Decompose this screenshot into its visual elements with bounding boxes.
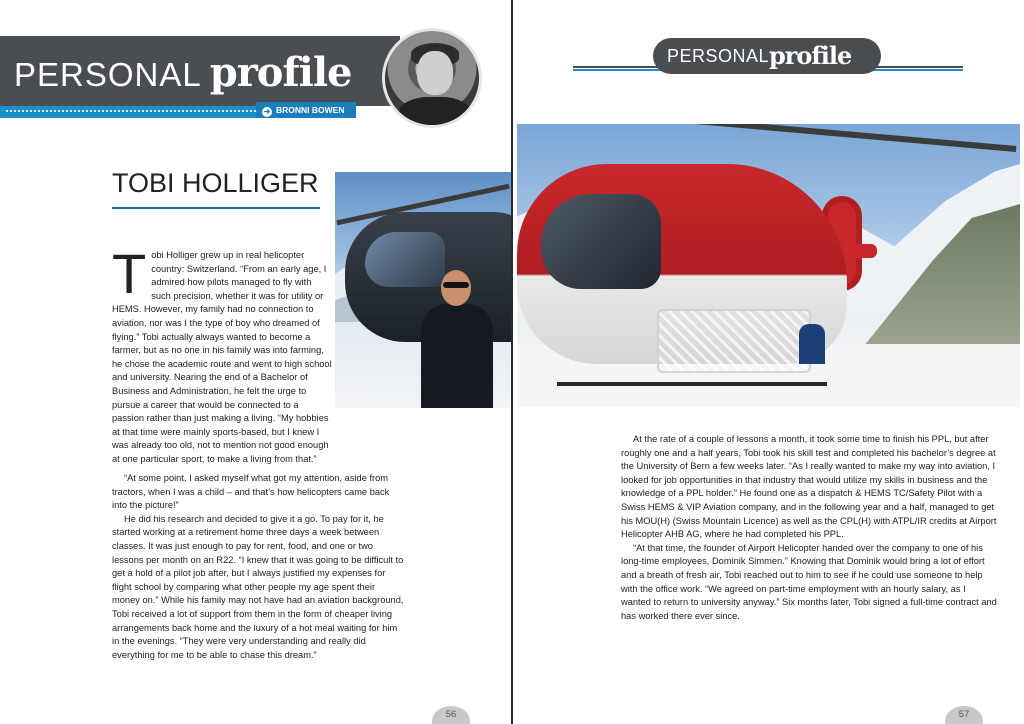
portrait-face bbox=[417, 51, 453, 95]
left-page bbox=[0, 0, 511, 724]
page-number-right: 57 bbox=[945, 706, 983, 724]
body-paragraph: “At that time, the founder of Airport Helicopter handed over the company to one of his long-time employees, Dominik Simmen.” Knowing that Dominik would bring a lot of effort and a breath of fresh air, Tobi reached out to him to see if he could use someone to help with the office work. “We agreed on part-time employment with an hourly salary, as I wanted to return to university anyway.” Six months later, Tobi signed a full-time contract and has worked there ever since. bbox=[621, 542, 997, 621]
pilot-head bbox=[441, 270, 471, 306]
running-header bbox=[653, 38, 881, 74]
first-paragraph bbox=[112, 242, 332, 467]
photo-main-rotor bbox=[558, 124, 1017, 152]
first-paragraph-text: obi Holliger grew up in real helicopter country: Switzerland. “From an early age, I admired how pilots managed to fly with such precision, whether it was for utility or HEMS. However, my family had no connection to aviation, nor was I the type of boy who dreamed of flying.” Tobi actually always wanted to become a farmer, but as no one in his family was into farming, he chose the academic route and went to high school and university. Nearing the end of a Bachelor of Business and Administration, he felt the urge to pursue a career that would be connected to a passion rather than just making a living. “My hobbies at that time were mainly sports-based, but I knew I was already too old, not to mention not good enough at one particular sport, to make a living from that.” bbox=[112, 250, 332, 464]
helicopter-snow-photo bbox=[517, 124, 1020, 407]
photo-pilot-crouching bbox=[799, 324, 825, 364]
drop-cap: T bbox=[112, 242, 147, 305]
header-rule-right-blue bbox=[873, 69, 963, 71]
pilot-sunglasses bbox=[443, 282, 469, 288]
article-body-column-b bbox=[112, 472, 404, 662]
portrait-body bbox=[399, 97, 471, 128]
running-header-bold: profile bbox=[769, 41, 852, 70]
article-headline: TOBI HOLLIGER bbox=[112, 168, 319, 198]
article-body-right bbox=[621, 433, 997, 623]
dotted-rule bbox=[6, 110, 256, 112]
body-paragraph: “At some point, I asked myself what got my attention, aside from tractors, when I was a child – and that’s how helicopters came back into the picture!” bbox=[112, 473, 390, 511]
header-rule-right bbox=[873, 66, 963, 68]
right-page bbox=[513, 0, 1024, 724]
author-name: BRONNI BOWEN bbox=[276, 105, 345, 115]
article-body-column-a bbox=[112, 242, 332, 467]
photo-skid bbox=[557, 382, 827, 386]
author-byline bbox=[256, 102, 356, 118]
pilot-helicopter-photo bbox=[335, 172, 511, 408]
header-rule-left bbox=[573, 66, 663, 68]
section-title-bold: profile bbox=[209, 49, 352, 96]
arrow-right-icon: ➜ bbox=[263, 107, 271, 116]
photo-cargo-basket bbox=[657, 309, 811, 373]
author-portrait bbox=[382, 28, 482, 128]
body-paragraph: He did his research and decided to give it a go. To pay for it, he started working at a retirement home three days a week between classes. It was just enough to pay for rent, food, and one or two lessons per month on an R22. “I knew that it was going to be difficult to get a hold of a pilot job after, but I always justified my expenses for flight school by comparing what other people my age spent their money on.” While his family may not have had an aviation background, Tobi received a lot of support from them in the form of cheaper living arrangements back home and the luxury of a hot meal waiting for him in the evenings. “They were very understanding and really did everything for me to be able to chase this dream.” bbox=[112, 513, 404, 660]
section-title-thin: PERSONAL bbox=[14, 56, 202, 93]
pilot-jacket bbox=[421, 304, 493, 408]
page-number-left: 56 bbox=[432, 706, 470, 724]
headline-underline bbox=[112, 207, 320, 209]
body-paragraph: At the rate of a couple of lessons a month, it took some time to finish his PPL, but after roughly one and a half years, Tobi took his skill test and completed his bachelor’s degree at the University of Bern a few weeks later. “As I really wanted to make my way into aviation, I looked for job opportunities in that industry that would utilize my skills in business and the knowledge of a PPL holder.” He found one as a dispatch & HEMS TC/Safety Pilot with a Swiss HEMS & VIP Aviation company, and in the following year and a half, managed to get his MOU(H) (Swiss Mountain Licence) as well as the CPL(H) with ATPL/IR credits at Airport Helicopter AHB AG, where he had completed his PPL. bbox=[621, 434, 997, 540]
section-title bbox=[14, 48, 352, 100]
header-rule-left-blue bbox=[573, 69, 663, 71]
running-header-thin: PERSONAL bbox=[667, 46, 770, 66]
photo-pilot bbox=[417, 264, 497, 408]
photo-cockpit-window bbox=[541, 194, 661, 289]
